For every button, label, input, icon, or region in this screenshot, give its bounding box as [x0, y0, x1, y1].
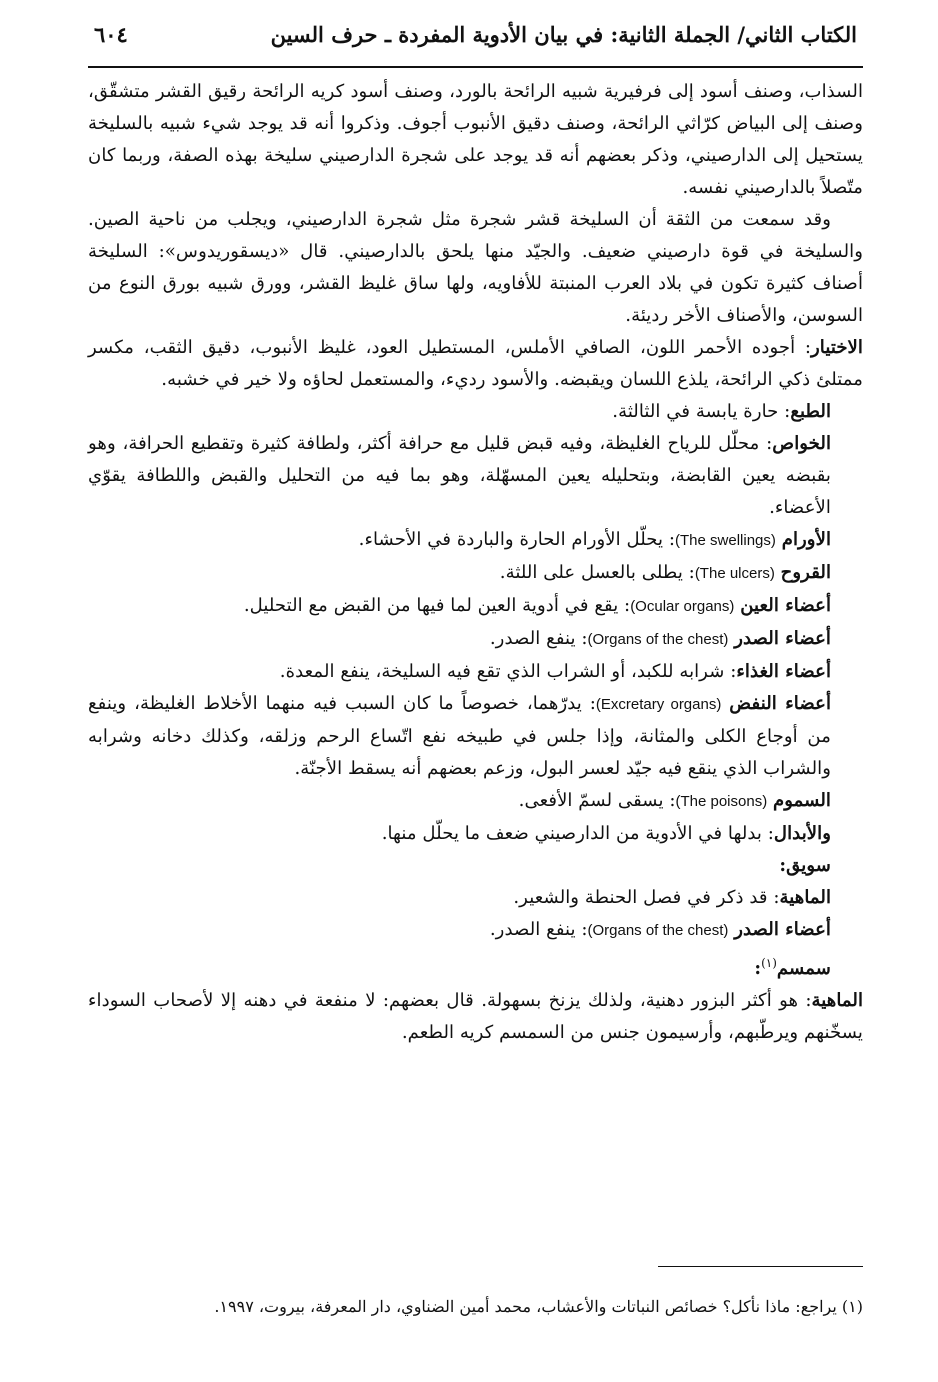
entry-english: (Ocular organs) — [630, 598, 735, 615]
footnote-ref: (١) — [761, 956, 777, 970]
entry-sumum — [88, 785, 863, 818]
entry-text: : — [779, 855, 787, 876]
header-title: الكتاب الثاني/ الجملة الثانية: في بيان الأدوية المفردة ـ حرف السين — [270, 22, 857, 47]
entry-ain — [88, 590, 863, 623]
running-header — [88, 22, 863, 66]
entry-term: أعضاء الصدر — [734, 628, 831, 649]
entry-term: والأبدال — [773, 823, 831, 844]
entry-term: أعضاء النفض — [729, 693, 832, 714]
entry-english: (The poisons) — [675, 793, 768, 810]
entry-term: الخواص — [772, 433, 831, 454]
entry-english: (The swellings) — [675, 532, 776, 549]
entry-term: سمسم — [776, 958, 831, 980]
entry-english: (The ulcers) — [694, 565, 775, 582]
entry-text: : هو أكثر البزور دهنية، ولذلك يزنخ بسهولة. قال بعضهم: لا منفعة في دهنه إلا لأصحاب السوداء يسخّنهم ويرطّبهم، وأرسيمون جنس من السمسم كريه الطعم. — [88, 990, 863, 1044]
paragraph: السذاب، وصنف أسود إلى فرفيرية شبيه الرائحة بالورد، وصنف أسود كريه الرائحة رقيق القشر متشقّق، وصنف إلى البياض كرّاثي الرائحة، وصنف دقيق الأنبوب أجوف. وذكروا أنه قد يوجد شيء شبيه بالسليخة يستحيل إلى الدارصيني، وذكر بعضهم أنه قد يوجد على شجرة الدارصيني سليخة بهذه الصفة، وربما كان متّصلاً بالدارصيني نفسه. — [88, 81, 863, 198]
entry-term: القروح — [780, 562, 831, 583]
entry-text: : يطلى بالعسل على اللثة. — [499, 562, 695, 583]
entry-text: : بدلها في الأدوية من الدارصيني ضعف ما يحلّل منها. — [381, 823, 774, 844]
entry-text: : قد ذكر في فصل الحنطة والشعير. — [513, 887, 780, 908]
entry-term: أعضاء العين — [740, 595, 831, 616]
page-number: ٦٠٤ — [94, 22, 128, 47]
entry-tab — [88, 396, 863, 428]
entry-abdal — [88, 818, 863, 850]
entry-text: : يقع في أدوية العين لما فيها من القبض مع التحليل. — [243, 595, 631, 616]
entry-term: الماهية — [779, 887, 831, 908]
book-page — [88, 22, 863, 1382]
entry-khawas — [88, 428, 863, 524]
entry-text: : يحلّل الأورام الحارة والباردة في الأحشاء. — [358, 529, 676, 550]
entry-text: : أجوده الأحمر اللون، الصافي الأملس، المستطيل العود، غليظ الأنبوب، دقيق الثقب، مكسر ممتلئ ذكي الرائحة، يلذع اللسان ويقبضه. والأسود رديء، والمستعمل لحاؤه ولا خير في خشبه. — [88, 337, 863, 390]
entry-ghidha — [88, 656, 863, 688]
entry-english: (Excretary organs) — [595, 696, 722, 713]
footnote: (١) يراجع: ماذا نأكل؟ خصائص النباتات والأعشاب، محمد أمين الضناوي، دار المعرفة، بيروت، ١٩٩٧. — [214, 1297, 863, 1316]
entry-term: الطبع — [790, 401, 831, 422]
entry-term: سويق — [786, 855, 831, 876]
entry-term: أعضاء الغذاء — [736, 661, 831, 682]
entry-text: : — [754, 958, 762, 980]
entry-mahiya — [88, 882, 863, 914]
entry-sawiq — [88, 850, 863, 882]
entry-awram — [88, 524, 863, 557]
entry-term: الأورام — [781, 529, 831, 550]
entry-english: (Organs of the chest) — [587, 631, 729, 648]
entry-quruh — [88, 557, 863, 590]
entry-sadr — [88, 623, 863, 656]
entry-mahiya-2 — [88, 985, 863, 1049]
entry-sadr-2 — [88, 914, 863, 947]
entry-text: : ينفع الصدر. — [489, 919, 588, 940]
entry-text: : يدرّهما، خصوصاً ما كان السبب فيه منهما الأخلاط الغليظة، وينفع من أوجاع الكلى والمثانة، وإذا جلس في طبيخه نفع اتّساع الرحم وزلقه، وكذلك دخانه وشرابه والشراب الذي ينقع فيه جيّد لعسر البول، وزعم بعضهم أنه يسقط الأجنّة. — [88, 693, 831, 779]
entry-english: (Organs of the chest) — [587, 922, 729, 939]
entry-text: : حارة يابسة في الثالثة. — [612, 401, 791, 422]
header-divider — [88, 66, 863, 68]
entry-text: : يسقى لسمّ الأفعى. — [518, 790, 676, 811]
entry-simsim — [88, 947, 863, 985]
entry-text: : محلّل للرياح الغليظة، وفيه قبض قليل مع حرافة أكثر، ولطافة كثيرة وتقطيع الحرافة، وهو بقبضه يعين القابضة، وبتحليله يعين المسهّلة، وهو بما فيه من التحليل والقبض واللطافة يقوّي الأعضاء. — [88, 433, 831, 518]
entry-term: الماهية — [811, 990, 863, 1012]
entry-text: : شرابه للكبد، أو الشراب الذي تقع فيه السليخة، ينفع المعدة. — [279, 661, 737, 682]
entry-nafd — [88, 688, 863, 785]
entry-text: : ينفع الصدر. — [489, 628, 588, 649]
entry-term: السموم — [773, 790, 831, 811]
paragraph: وقد سمعت من الثقة أن السليخة قشر شجرة مثل شجرة الدارصيني، ويجلب من ناحية الصين. والسليخة في قوة دارصيني ضعيف. والجيّد منها يلحق بالدارصيني. قال «ديسقوريدوس»: السليخة أصناف كثيرة تكون في بلاد العرب المنبتة للأفاويه، ولها ساق غليظ القشر، وورق شبيه بورق النوع من السوسن، والأصناف الأخر رديئة. — [88, 209, 863, 326]
page-body — [88, 76, 863, 1049]
entry-term: أعضاء الصدر — [734, 919, 831, 940]
footnote-divider — [658, 1266, 863, 1267]
entry-term: الاختيار — [811, 337, 863, 358]
entry-ikhtiyar — [88, 332, 863, 396]
